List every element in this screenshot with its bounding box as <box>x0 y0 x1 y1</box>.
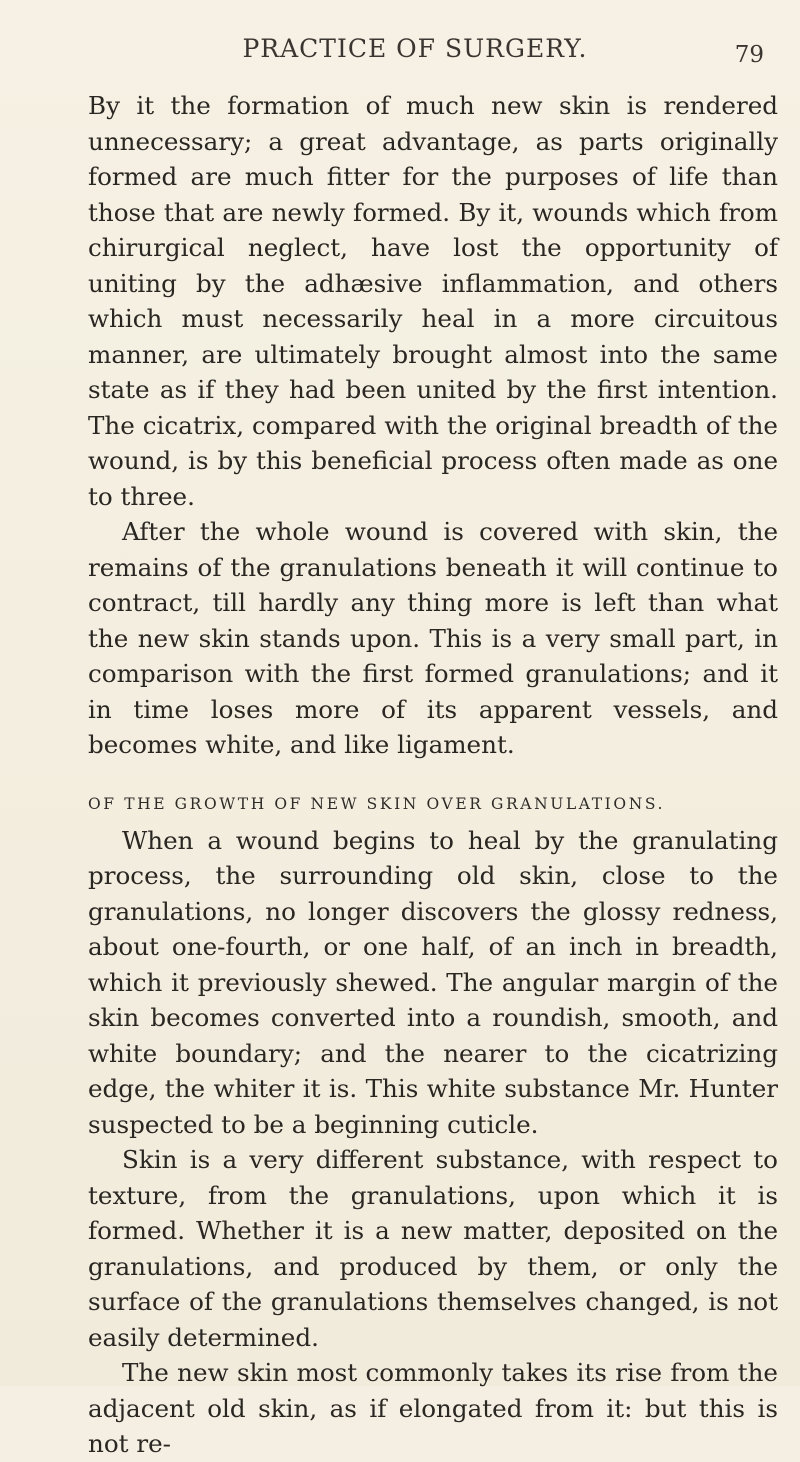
paragraph-1: By it the formation of much new skin is rendered unnecessary; a great advantage, as parts originally formed are much fitter for the purposes of life than those that are newly formed. By it, wounds which from chirurgical neglect, have lost the opportunity of uniting by the adhæsive inflammation, and others which must necessarily heal in a more circuitous manner, are ultimately brought almost into the same state as if they had been united by the first intention. The cicatrix, compared with the original breadth of the wound, is by this beneficial process often made as one to three. <box>88 91 778 511</box>
body-text <box>88 88 778 1462</box>
paragraph-2: After the whole wound is covered with skin, the remains of the granulations beneath it will continue to contract, till hardly any thing more is left than what the new skin stands upon. This is a very small part, in comparison with the first formed granulations; and it in time loses more of its apparent vessels, and becomes white, and like ligament. <box>88 517 778 759</box>
section-heading: OF THE GROWTH OF NEW SKIN OVER GRANULATIONS. <box>88 794 666 813</box>
running-title: PRACTICE OF SURGERY. <box>242 34 588 63</box>
paragraph-5: The new skin most commonly takes its rise from the adjacent old skin, as if elongated from it: but this is not re- <box>88 1358 778 1458</box>
running-head <box>60 34 770 74</box>
paragraph-3: When a wound begins to heal by the granulating process, the surrounding old skin, close to the granulations, no longer discovers the glossy redness, about one-fourth, or one half, of an inch in breadth, which it previously shewed. The angular margin of the skin becomes converted into a roundish, smooth, and white boundary; and the nearer to the cicatrizing edge, the whiter it is. This white substance Mr. Hunter suspected to be a beginning cuticle. <box>88 825 778 1139</box>
page-number: 79 <box>734 42 764 68</box>
paragraph-4: Skin is a very different substance, with respect to texture, from the granulations, upon which it is formed. Whether it is a new matter, deposited on the granulations, and produced by them, or only the surface of the granulations themselves changed, is not easily determined. <box>88 1145 778 1352</box>
